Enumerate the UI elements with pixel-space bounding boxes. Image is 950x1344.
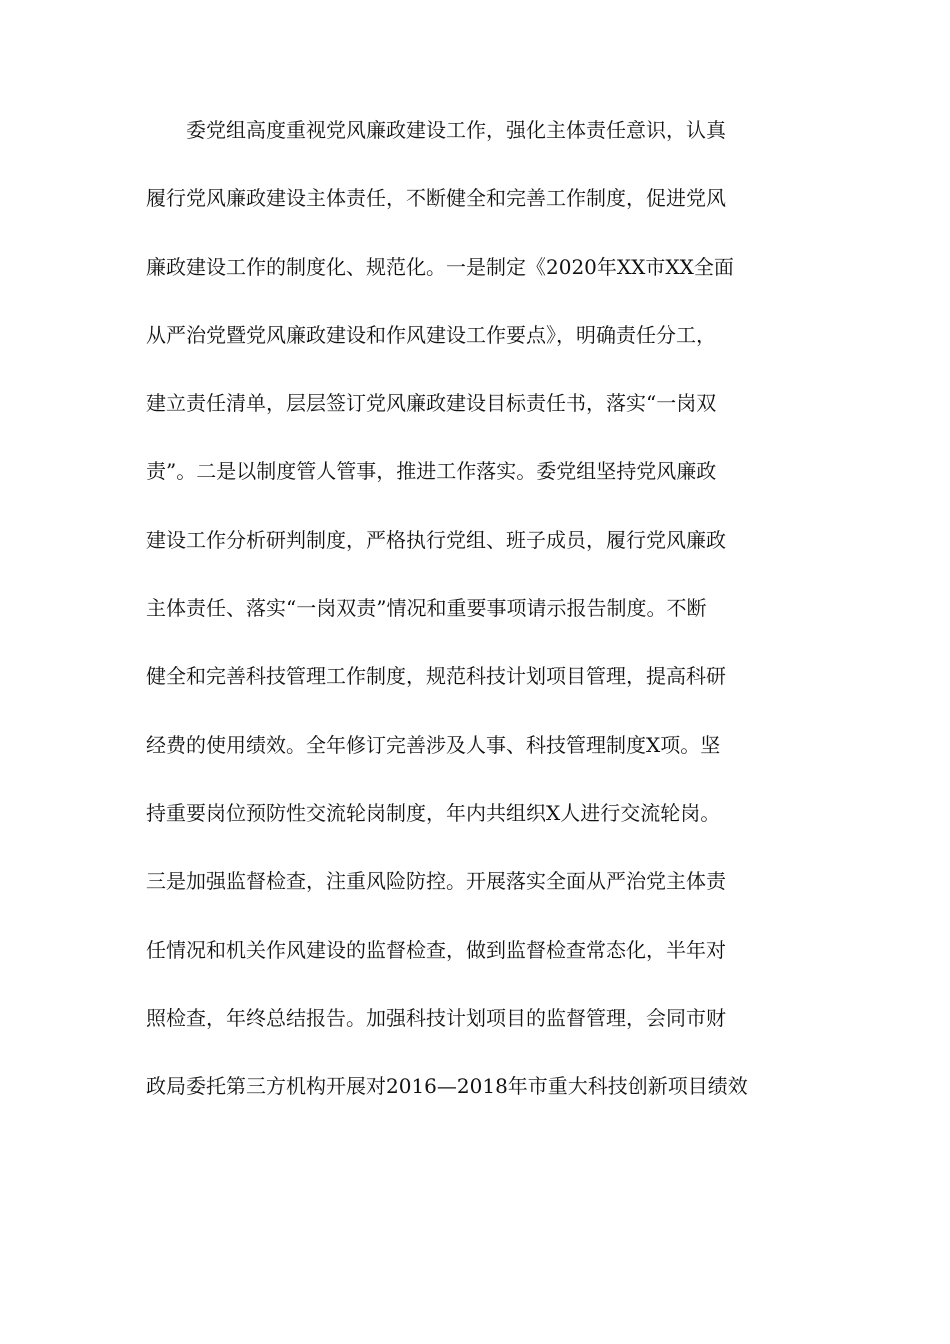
paragraph-line: 从严治党暨党风廉政建设和作风建设工作要点》，明确责任分工， [146,322,716,347]
paragraph-line: 责”。二是以制度管人管事，推进工作落实。委党组坚持党风廉政 [146,459,717,484]
paragraph-line: 持重要岗位预防性交流轮岗制度，年内共组织X人进行交流轮岗。 [146,800,721,825]
paragraph-line: 政局委托第三方机构开展对2016—2018年市重大科技创新项目绩效 [146,1074,748,1099]
paragraph-line: 照检查，年终总结报告。加强科技计划项目的监督管理，会同市财 [146,1005,726,1030]
paragraph-line: 任情况和机关作风建设的监督检查，做到监督检查常态化，半年对 [146,937,726,962]
paragraph-line: 建立责任清单，层层签订党风廉政建设目标责任书，落实“一岗双 [146,391,717,416]
paragraph-line: 履行党风廉政建设主体责任，不断健全和完善工作制度，促进党风 [146,186,726,211]
paragraph-line: 三是加强监督检查，注重风险防控。开展落实全面从严治党主体责 [146,869,726,894]
paragraph-line: 建设工作分析研判制度，严格执行党组、班子成员，履行党风廉政 [146,527,726,552]
body-paragraph [146,112,806,1136]
paragraph-line: 主体责任、落实“一岗双责”情况和重要事项请示报告制度。不断 [146,596,707,621]
paragraph-line: 经费的使用绩效。全年修订完善涉及人事、科技管理制度X项。坚 [146,732,721,757]
paragraph-line: 廉政建设工作的制度化、规范化。一是制定《2020年XX市XX全面 [146,254,734,279]
paragraph-line: 委党组高度重视党风廉政建设工作，强化主体责任意识，认真 [146,118,726,142]
paragraph-line: 健全和完善科技管理工作制度，规范科技计划项目管理，提高科研 [146,664,726,689]
